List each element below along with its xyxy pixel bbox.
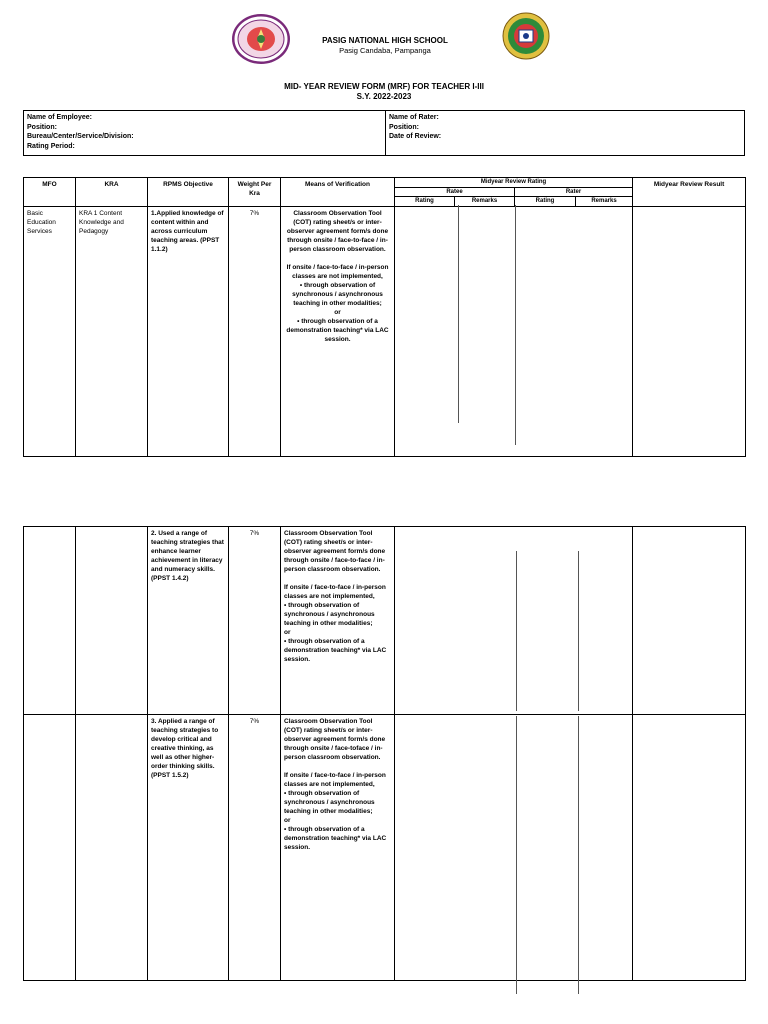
row1-mov	[281, 207, 395, 457]
row1-mov-text-5: • through observation of a demonstration teaching* via LAC session.	[286, 318, 389, 343]
name-of-employee-label: Name of Employee:	[27, 114, 92, 121]
school-year: S.Y. 2022-2023	[356, 92, 412, 101]
row3-mov-text-1: Classroom Observation Tool (COT) rating sheet/s or inter-observer agreement form/s done through onsite / face-toface / in-person classroom observation.	[284, 718, 386, 761]
rating-guide-line	[515, 205, 516, 445]
review-table-page-1	[23, 177, 746, 457]
info-divider	[385, 111, 386, 155]
header-rater-remarks: Remarks	[576, 197, 633, 207]
header-objective: RPMS Objective	[148, 178, 229, 207]
header-result: Midyear Review Result	[633, 178, 746, 207]
row2-kra	[76, 527, 148, 715]
header-ratee-remarks: Remarks	[455, 197, 515, 207]
table-row	[24, 207, 746, 457]
row3-kra	[76, 715, 148, 981]
row2-mov-text-2: If onsite / face-to-face / in-person classes are not implemented,	[284, 584, 386, 600]
row1-mov-text-3: • through observation of synchronous / asynchronous teaching in other modalities;	[292, 282, 383, 307]
employee-info-left	[27, 113, 134, 151]
row3-result[interactable]	[633, 715, 746, 981]
header-kra: KRA	[76, 178, 148, 207]
row2-rating-area[interactable]	[395, 527, 633, 715]
header-ratee-rating: Rating	[395, 197, 455, 207]
row1-objective: 1.Applied knowledge of content within and across curriculum teaching areas. (PPST 1.1.2)	[148, 207, 229, 457]
header-weight: Weight Per Kra	[229, 178, 281, 207]
table-row	[24, 715, 746, 981]
row1-rating-area[interactable]	[395, 207, 633, 457]
header-midyear-rating: Midyear Review Rating	[395, 178, 633, 188]
rater-position-label: Position:	[389, 123, 419, 131]
header-mfo: MFO	[24, 178, 76, 207]
row2-mov-text-4: or	[284, 629, 291, 636]
row2-objective: 2. Used a range of teaching strategies that enhance learner achievement in literacy and numeracy skills. (PPST 1.4.2)	[148, 527, 229, 715]
row3-mov-text-5: • through observation of a demonstration teaching* via LAC session.	[284, 826, 387, 851]
rating-guide-line	[516, 716, 517, 994]
row3-rating-area[interactable]	[395, 715, 633, 981]
row2-weight: 7%	[229, 527, 281, 715]
row1-weight: 7%	[229, 207, 281, 457]
row2-result[interactable]	[633, 527, 746, 715]
name-of-rater-label: Name of Rater:	[389, 114, 439, 121]
row1-mov-text-4: or	[334, 309, 341, 316]
row3-objective: 3. Applied a range of teaching strategies to develop critical and creative thinking, as well as other higher-order thinking skills. (PPST 1.5.2)	[148, 715, 229, 981]
row3-mov-text-3: • through observation of synchronous / asynchronous teaching in other modalities;	[284, 790, 375, 815]
rating-guide-line	[578, 551, 579, 711]
row3-mfo	[24, 715, 76, 981]
row1-kra: KRA 1 Content Knowledge and Pedagogy	[76, 207, 148, 457]
row2-mov-text-3: • through observation of synchronous / asynchronous teaching in other modalities;	[284, 602, 375, 627]
form-title: MID- YEAR REVIEW FORM (MRF) FOR TEACHER I-III	[284, 82, 484, 91]
row2-mfo	[24, 527, 76, 715]
header-rater-rating: Rating	[515, 197, 576, 207]
row1-mov-text-2: If onsite / face-to-face / in-person classes are not implemented,	[286, 264, 389, 280]
row2-mov-text-5: • through observation of a demonstration teaching* via LAC session.	[284, 638, 387, 663]
header-ratee: Ratee	[395, 188, 515, 197]
division-seal-logo	[502, 12, 550, 60]
row3-mov-text-4: or	[284, 817, 291, 824]
employee-info-box	[23, 110, 745, 156]
row1-mov-text-1: Classroom Observation Tool (COT) rating sheet/s or inter-observer agreement form/s done through onsite / face-to-face / in-person classroom observation.	[286, 210, 389, 253]
rater-info-right	[389, 113, 441, 142]
date-of-review-label: Date of Review:	[389, 133, 442, 140]
rating-guide-line	[516, 551, 517, 711]
rating-period-label: Rating Period:	[27, 142, 75, 150]
table-row	[24, 527, 746, 715]
school-name: PASIG NATIONAL HIGH SCHOOL	[322, 36, 448, 45]
row2-mov-text-1: Classroom Observation Tool (COT) rating sheet/s or inter-observer agreement form/s done through onsite / face-to-face / in-person classroom observation.	[284, 530, 386, 573]
row3-mov	[281, 715, 395, 981]
row2-mov	[281, 527, 395, 715]
row3-weight: 7%	[229, 715, 281, 981]
bureau-label: Bureau/Center/Service/Division:	[27, 133, 134, 140]
position-label: Position:	[27, 123, 57, 131]
review-table-page-2	[23, 526, 746, 981]
rating-guide-line	[578, 716, 579, 994]
header-mov: Means of Verification	[281, 178, 395, 207]
school-address: Pasig Candaba, Pampanga	[339, 46, 431, 55]
row1-mfo: Basic Education Services	[24, 207, 76, 457]
row1-result[interactable]	[633, 207, 746, 457]
row3-mov-text-2: If onsite / face-to-face / in-person classes are not implemented,	[284, 772, 386, 788]
school-seal-logo	[232, 14, 290, 64]
header-rater: Rater	[515, 188, 633, 197]
rating-guide-line	[458, 205, 459, 423]
